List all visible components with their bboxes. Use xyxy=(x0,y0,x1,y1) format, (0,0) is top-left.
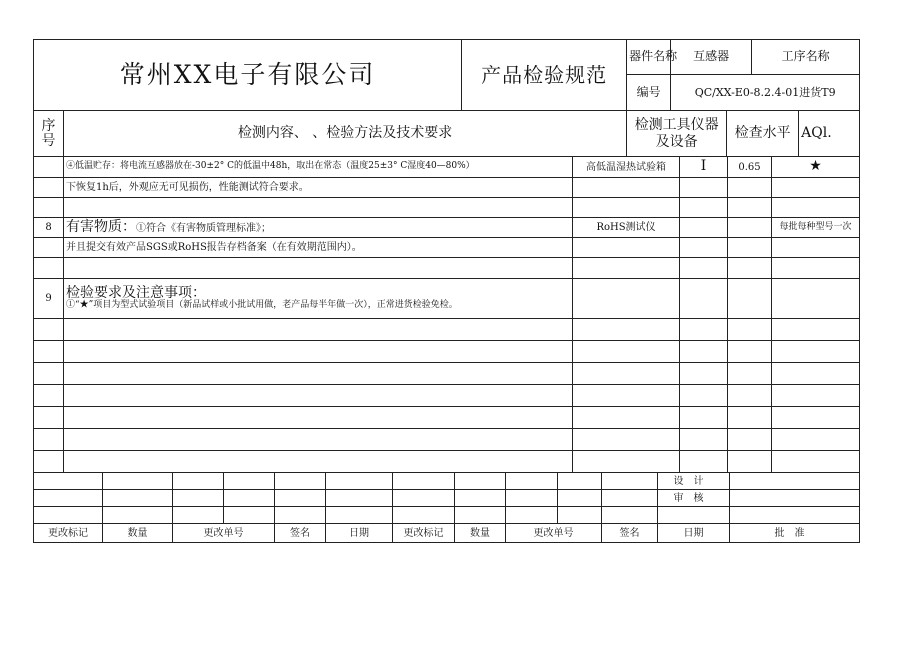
quantity-label-2: 数量 xyxy=(455,524,506,543)
row-seq xyxy=(34,198,64,218)
row-seq xyxy=(34,258,64,279)
row-content-title: 检验要求及注意事项： xyxy=(66,284,206,301)
inspection-spec-sheet xyxy=(33,39,859,580)
row-level: I xyxy=(680,157,728,178)
row-remark-star: ★ xyxy=(772,157,860,178)
code-value: QC/XX-E0-8.2.4-01进货T9 xyxy=(671,75,860,111)
table-row xyxy=(34,178,860,198)
row-remark xyxy=(772,238,860,258)
table-row xyxy=(34,218,860,238)
row-content-text: ①“★”项目为型式试验项目（新品试样或小批试用做，老产品每半年做一次），正常进货检验免检。 xyxy=(66,300,458,311)
row-remark: 每批每种型号一次 xyxy=(772,218,860,238)
table-row xyxy=(34,385,860,407)
row-aql xyxy=(728,238,772,258)
row-content-title: 有害物质： xyxy=(66,218,136,235)
row-level xyxy=(680,279,728,319)
table-row xyxy=(34,429,860,451)
row-tools xyxy=(573,238,680,258)
row-tools xyxy=(573,178,680,198)
table-row xyxy=(34,258,860,279)
table-row xyxy=(34,157,860,178)
review-label: 审核 xyxy=(658,490,730,507)
row-aql xyxy=(728,258,772,279)
row-level xyxy=(680,198,728,218)
row-seq xyxy=(34,178,64,198)
table-row xyxy=(34,363,860,385)
row-content xyxy=(64,279,573,319)
table-row xyxy=(34,198,860,218)
change-mark-label: 更改标记 xyxy=(34,524,103,543)
change-no-label: 更改单号 xyxy=(173,524,275,543)
row-level xyxy=(680,258,728,279)
row-seq xyxy=(34,157,64,178)
row-remark xyxy=(772,178,860,198)
row-remark xyxy=(772,258,860,279)
table-row xyxy=(34,407,860,429)
row-content xyxy=(64,198,573,218)
table-row xyxy=(34,319,860,341)
level-header: 检查水平 xyxy=(727,111,799,157)
row-tools xyxy=(573,258,680,279)
row-seq: 9 xyxy=(34,279,64,319)
row-aql xyxy=(728,198,772,218)
part-name-label: 器件名称 xyxy=(627,40,671,75)
row-content xyxy=(64,218,573,238)
seq-header: 序号 xyxy=(34,111,64,157)
row-aql xyxy=(728,178,772,198)
row-level xyxy=(680,178,728,198)
row-remark xyxy=(772,198,860,218)
approve-label: 批准 xyxy=(730,524,860,543)
row-seq xyxy=(34,238,64,258)
revision-table xyxy=(33,472,860,543)
table-row xyxy=(34,238,860,258)
design-label: 设计 xyxy=(658,473,730,490)
spec-title: 产品检验规范 xyxy=(462,40,627,111)
date-label-2: 日期 xyxy=(658,524,730,543)
row-tools xyxy=(573,198,680,218)
row-level xyxy=(680,218,728,238)
design-signature xyxy=(730,473,860,490)
row-content: ④低温贮存：将电流互感器放在-30±2° C的低温中48h，取出在常态（温度25±3° C湿度40—80%） xyxy=(64,157,573,178)
table-row xyxy=(34,451,860,473)
date-label: 日期 xyxy=(326,524,393,543)
part-name-value: 互感器 xyxy=(671,40,752,75)
row-aql xyxy=(728,279,772,319)
tools-header: 检测工具仪器及设备 xyxy=(627,111,727,157)
row-content xyxy=(64,258,573,279)
row-aql: 0.65 xyxy=(728,157,772,178)
row-remark xyxy=(772,279,860,319)
quantity-label: 数量 xyxy=(103,524,173,543)
table-row xyxy=(34,279,860,319)
row-tools: 高低温湿热试验箱 xyxy=(573,157,680,178)
signature-label-2: 签名 xyxy=(602,524,658,543)
code-label: 编号 xyxy=(627,75,671,111)
content-header: 检测内容、 、检验方法及技术要求 xyxy=(64,111,627,157)
spec-table xyxy=(33,39,860,157)
row-tools: RoHS测试仪 xyxy=(573,218,680,238)
row-level xyxy=(680,238,728,258)
row-tools xyxy=(573,279,680,319)
row-aql xyxy=(728,218,772,238)
table-row xyxy=(34,341,860,363)
process-label: 工序名称 xyxy=(752,40,860,75)
aql-header: AQl. xyxy=(799,111,860,157)
row-content: 下恢复1h后，外观应无可见损伤，性能测试符合要求。 xyxy=(64,178,573,198)
review-signature xyxy=(730,490,860,507)
company-name: 常州XX电子有限公司 xyxy=(34,40,462,111)
change-no-label-2: 更改单号 xyxy=(506,524,602,543)
spec-body-table xyxy=(33,156,860,473)
row-content: 并且提交有效产品SGS或RoHS报告存档备案（在有效期范围内）。 xyxy=(64,238,573,258)
row-seq: 8 xyxy=(34,218,64,238)
change-mark-label-2: 更改标记 xyxy=(393,524,455,543)
row-content-text: ①符合《有害物质管理标准》； xyxy=(136,222,271,234)
signature-label: 签名 xyxy=(275,524,326,543)
